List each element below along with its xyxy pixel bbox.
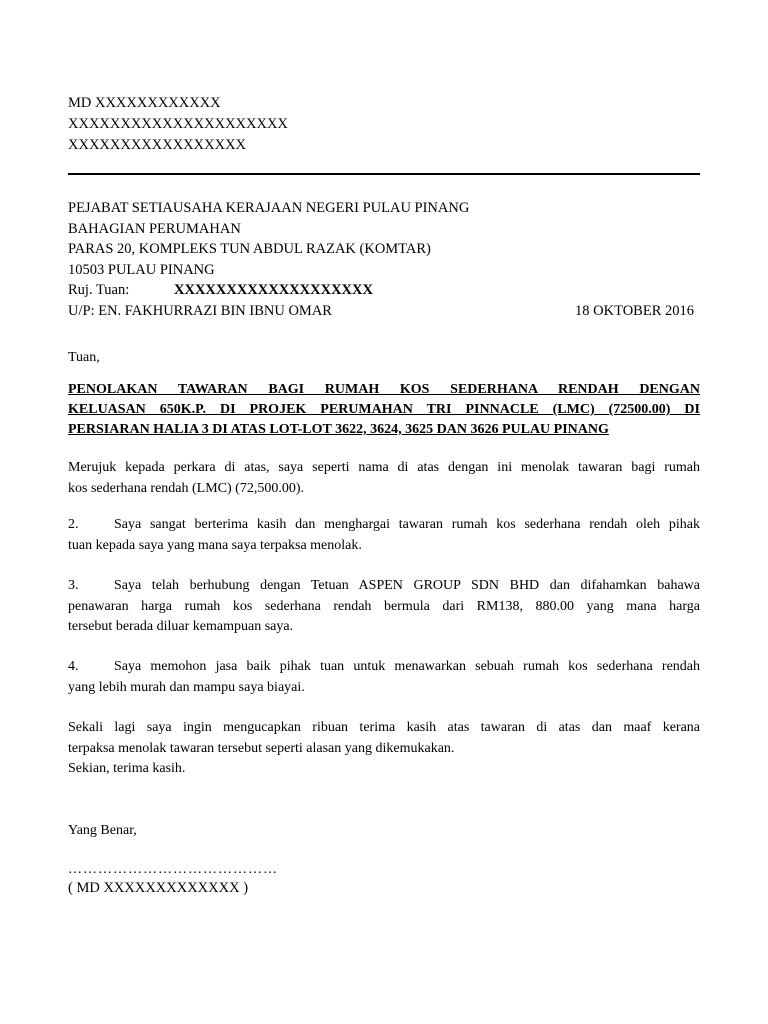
paragraph-4-number: 4. bbox=[68, 659, 79, 674]
paragraph-3-line-1-text: Saya telah berhubung dengan Tetuan ASPEN GROUP SDN BHD dan difahamkan bahawa bbox=[114, 578, 700, 593]
paragraph-2-line-1-text: Saya sangat berterima kasih dan menghargai tawaran rumah kos sederhana rendah oleh pihak bbox=[114, 517, 700, 532]
sender-address-line-1: XXXXXXXXXXXXXXXXXXXXX bbox=[68, 116, 288, 132]
paragraph-3-line-3: tersebut berada diluar kemampuan saya. bbox=[68, 619, 294, 634]
attention-line: U/P: EN. FAKHURRAZI BIN IBNU OMAR bbox=[68, 302, 332, 319]
recipient-block bbox=[68, 198, 694, 321]
paragraph-3 bbox=[68, 576, 700, 638]
sender-address-line-2: XXXXXXXXXXXXXXXXX bbox=[68, 137, 247, 153]
paragraph-2-number: 2. bbox=[68, 517, 79, 532]
subject-line-3: PERSIARAN HALIA 3 DI ATAS LOT-LOT 3622, 3624, 3625 DAN 3626 PULAU PINANG bbox=[68, 422, 609, 437]
signature-line: …………………………………… bbox=[68, 862, 278, 877]
paragraph-1 bbox=[68, 458, 700, 499]
paragraph-5-line-2: terpaksa menolak tawaran tersebut seperti alasan yang dikemukakan. bbox=[68, 740, 455, 756]
paragraph-2-line-2: tuan kepada saya yang mana saya terpaksa menolak. bbox=[68, 537, 362, 553]
closing-phrase: Yang Benar, bbox=[68, 823, 137, 838]
subject-heading bbox=[68, 380, 700, 440]
paragraph-2-line-1 bbox=[68, 515, 700, 536]
header-divider bbox=[68, 173, 700, 175]
paragraph-5-line-1: Sekali lagi saya ingin mengucapkan ribuan terima kasih atas tawaran di atas dan maaf kerana bbox=[68, 720, 700, 735]
letter-page bbox=[68, 0, 700, 1024]
reference-row bbox=[68, 280, 694, 301]
sender-block bbox=[68, 93, 288, 156]
paragraph-3-line-2: penawaran harga rumah kos sederhana rendah bermula dari RM138, 880.00 yang mana harga bbox=[68, 598, 700, 614]
paragraph-5-line-3: Sekian, terima kasih. bbox=[68, 761, 186, 776]
sender-name: MD XXXXXXXXXXXX bbox=[68, 95, 221, 111]
paragraph-4 bbox=[68, 657, 700, 698]
reference-value: XXXXXXXXXXXXXXXXXXX bbox=[174, 282, 373, 298]
recipient-line-4: 10503 PULAU PINANG bbox=[68, 261, 215, 278]
reference-label: Ruj. Tuan: bbox=[68, 282, 130, 298]
paragraph-5 bbox=[68, 718, 700, 780]
paragraph-1-line-1: Merujuk kepada perkara di atas, saya seperti nama di atas dengan ini menolak tawaran bagi rumah bbox=[68, 460, 700, 475]
paragraph-3-line-1 bbox=[68, 576, 700, 597]
paragraph-2 bbox=[68, 515, 700, 556]
paragraph-4-line-1-text: Saya memohon jasa baik pihak tuan untuk menawarkan sebuah rumah kos sederhana rendah bbox=[114, 659, 700, 674]
paragraph-1-line-2: kos sederhana rendah (LMC) (72,500.00). bbox=[68, 480, 304, 496]
paragraph-4-line-1 bbox=[68, 657, 700, 678]
recipient-line-2: BAHAGIAN PERUMAHAN bbox=[68, 220, 241, 237]
signatory-name: ( MD XXXXXXXXXXXXX ) bbox=[68, 880, 249, 896]
attention-row bbox=[68, 301, 694, 322]
subject-line-1: PENOLAKAN TAWARAN BAGI RUMAH KOS SEDERHANA RENDAH DENGAN bbox=[68, 382, 700, 397]
salutation: Tuan, bbox=[68, 350, 100, 365]
subject-line-2: KELUASAN 650K.P. DI PROJEK PERUMAHAN TRI PINNACLE (LMC) (72500.00) DI bbox=[68, 402, 700, 417]
recipient-line-1: PEJABAT SETIAUSAHA KERAJAAN NEGERI PULAU PINANG bbox=[68, 200, 470, 216]
paragraph-4-line-2: yang lebih murah dan mampu saya biayai. bbox=[68, 679, 305, 695]
recipient-line-3: PARAS 20, KOMPLEKS TUN ABDUL RAZAK (KOMTAR) bbox=[68, 241, 431, 257]
paragraph-3-number: 3. bbox=[68, 578, 79, 593]
letter-date: 18 OKTOBER 2016 bbox=[575, 302, 694, 319]
